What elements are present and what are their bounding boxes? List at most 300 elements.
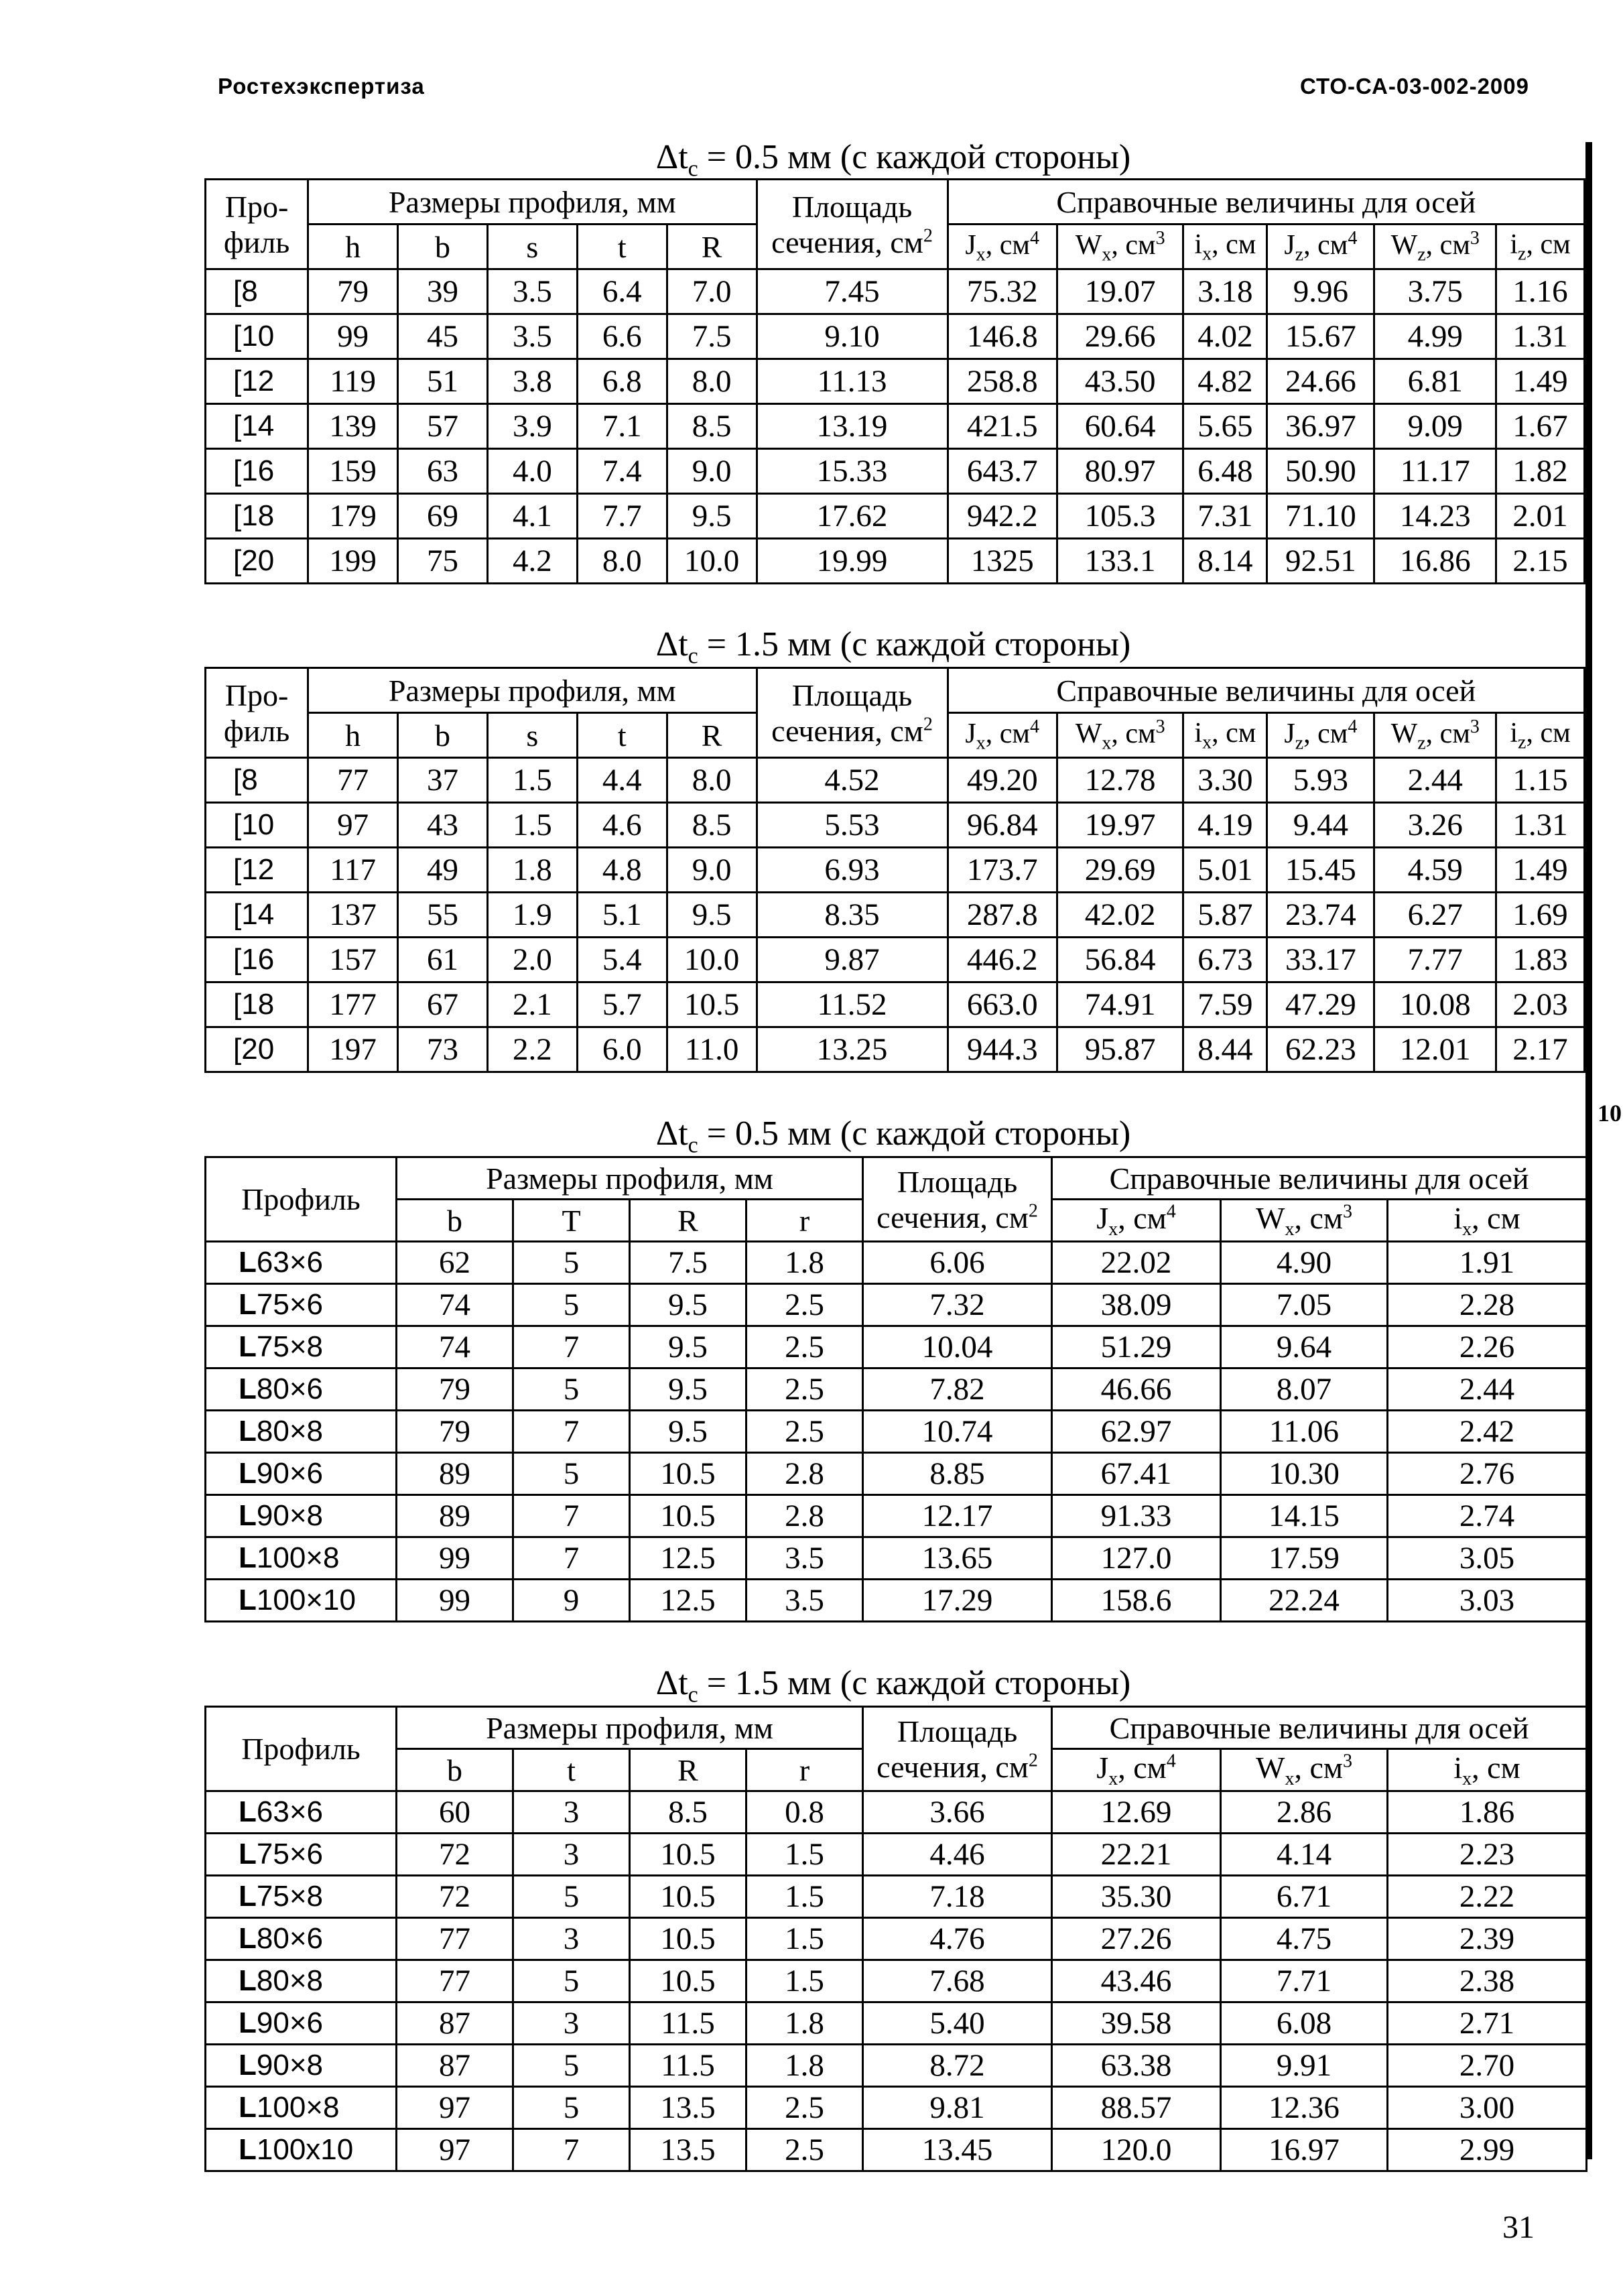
table-cell bbox=[513, 2129, 630, 2171]
cell-value: 2.5 bbox=[785, 1330, 824, 1365]
profile-name bbox=[206, 1368, 397, 1411]
table-row bbox=[206, 1453, 1587, 1495]
table-cell bbox=[397, 1411, 513, 1453]
cell-value: 1.5 bbox=[512, 808, 552, 842]
channel-symbol: [ bbox=[233, 454, 242, 487]
table-cell bbox=[1183, 938, 1267, 982]
table-cell bbox=[513, 1411, 630, 1453]
cell-value: 63 bbox=[426, 454, 458, 489]
reference-values-header bbox=[1052, 1157, 1587, 1200]
table-cell bbox=[577, 848, 667, 893]
table-row bbox=[206, 2087, 1587, 2129]
cell-value: 4.99 bbox=[1407, 319, 1463, 354]
cell-value: 36.97 bbox=[1285, 409, 1356, 444]
table-cell bbox=[630, 1495, 746, 1537]
table-cell bbox=[1496, 848, 1585, 893]
text: сечения, см bbox=[771, 713, 923, 748]
cell-value: 3.66 bbox=[929, 1795, 985, 1830]
cell-value: 5 bbox=[563, 1879, 580, 1915]
table-cell bbox=[398, 269, 488, 314]
cell-value: 2.44 bbox=[1407, 763, 1463, 798]
table-cell bbox=[1388, 1411, 1587, 1453]
cell-value: 71.10 bbox=[1285, 499, 1356, 533]
cell-value: 61 bbox=[426, 942, 458, 977]
table-cell bbox=[513, 1834, 630, 1876]
table-cell bbox=[1388, 1453, 1587, 1495]
cell-value: 17.62 bbox=[816, 499, 888, 533]
cell-value: 7.59 bbox=[1197, 987, 1253, 1022]
unit: , см bbox=[1111, 229, 1156, 261]
table-row bbox=[206, 1834, 1587, 1876]
cell-value: 2.86 bbox=[1276, 1795, 1332, 1830]
profile-name bbox=[206, 2129, 397, 2171]
cell-value: 3.5 bbox=[785, 1541, 824, 1576]
cell-value: 1.5 bbox=[785, 1921, 824, 1957]
cell-value: 258.8 bbox=[966, 364, 1038, 399]
table-cell bbox=[398, 893, 488, 938]
cell-value: 5 bbox=[563, 1456, 580, 1492]
table-cell bbox=[1374, 758, 1496, 803]
cell-value: 139 bbox=[329, 409, 377, 444]
cell-value: 4.19 bbox=[1197, 808, 1253, 842]
angle-symbol: L bbox=[239, 2091, 257, 2124]
cell-value: 179 bbox=[329, 499, 377, 533]
text: Про- bbox=[224, 678, 289, 712]
table-cell bbox=[1183, 848, 1267, 893]
cell-value: 5.7 bbox=[602, 987, 642, 1022]
cell-value: 4.52 bbox=[824, 763, 880, 798]
table-cell bbox=[746, 1918, 863, 1960]
cell-value: 51.29 bbox=[1100, 1330, 1172, 1365]
channel-symbol: [ bbox=[233, 988, 242, 1021]
table-cell bbox=[630, 2002, 746, 2045]
cell-value: 2.2 bbox=[512, 1032, 552, 1067]
area-header bbox=[863, 1157, 1052, 1242]
cell-value: 6.8 bbox=[602, 364, 642, 399]
table-cell bbox=[397, 1326, 513, 1368]
col-r-header bbox=[746, 1200, 863, 1242]
table-cell bbox=[577, 404, 667, 449]
profile-name bbox=[206, 893, 308, 938]
cell-value: 8.0 bbox=[602, 544, 642, 578]
symbol: J bbox=[1096, 1750, 1109, 1785]
text: b bbox=[434, 229, 450, 264]
cell-value: 43.46 bbox=[1100, 1964, 1172, 1999]
cell-value: 12.5 bbox=[660, 1541, 716, 1576]
cell-value: 10.5 bbox=[660, 1921, 716, 1957]
table-cell bbox=[746, 1242, 863, 1284]
table-cell bbox=[948, 848, 1057, 893]
cell-value: 13.45 bbox=[921, 2132, 993, 2168]
margin-number: 10 bbox=[1598, 1100, 1622, 1127]
table-cell bbox=[757, 803, 948, 848]
table-cell bbox=[667, 1027, 757, 1072]
text: h bbox=[345, 718, 361, 753]
table-cell bbox=[577, 449, 667, 494]
cell-value: 1.49 bbox=[1512, 364, 1568, 399]
table-cell bbox=[1221, 1791, 1388, 1834]
superscript: 4 bbox=[1029, 716, 1039, 737]
cell-value: 2.5 bbox=[785, 2132, 824, 2168]
unit: , см bbox=[1425, 229, 1470, 261]
table-row bbox=[206, 539, 1585, 584]
table-row bbox=[206, 982, 1585, 1027]
table-cell bbox=[1052, 1368, 1221, 1411]
cell-value: 9.10 bbox=[824, 319, 880, 354]
table-cell bbox=[948, 1027, 1057, 1072]
subscript: z bbox=[1518, 732, 1527, 753]
table-cell bbox=[1221, 1368, 1388, 1411]
table-cell bbox=[667, 982, 757, 1027]
table-cell bbox=[630, 1284, 746, 1326]
cell-value: 7 bbox=[563, 1330, 580, 1365]
cell-value: 0.8 bbox=[785, 1795, 824, 1830]
col-iz-header bbox=[1496, 713, 1585, 758]
table-cell bbox=[1183, 1027, 1267, 1072]
cell-value: 19.07 bbox=[1084, 274, 1156, 309]
table-cell bbox=[398, 758, 488, 803]
text: t bbox=[617, 229, 627, 264]
cell-value: 5 bbox=[563, 2048, 580, 2084]
cell-value: 158.6 bbox=[1100, 1583, 1172, 1618]
table-cell bbox=[308, 449, 398, 494]
page-number: 31 bbox=[1502, 2210, 1535, 2245]
subscript: x bbox=[1202, 732, 1212, 753]
subscript: x bbox=[1102, 732, 1112, 754]
profile-size: 80×6 bbox=[256, 1373, 323, 1406]
unit: , см bbox=[1118, 1750, 1167, 1785]
table-row bbox=[206, 1242, 1587, 1284]
unit: , см bbox=[1472, 1750, 1520, 1785]
profile-name bbox=[206, 848, 308, 893]
table-cell bbox=[1374, 404, 1496, 449]
cell-value: 5.4 bbox=[602, 942, 642, 977]
table-cell bbox=[397, 1242, 513, 1284]
table-cell bbox=[948, 449, 1057, 494]
cell-value: 4.90 bbox=[1276, 1245, 1332, 1281]
table-cell bbox=[397, 1453, 513, 1495]
table-cell bbox=[1496, 404, 1585, 449]
cell-value: 2.8 bbox=[785, 1498, 824, 1534]
table-cell bbox=[757, 1027, 948, 1072]
cell-value: 47.29 bbox=[1285, 987, 1356, 1022]
table-cell bbox=[1374, 314, 1496, 359]
table-cell bbox=[1221, 1960, 1388, 2002]
table-cell bbox=[1374, 938, 1496, 982]
profile-name bbox=[206, 2087, 397, 2129]
cell-value: 7.05 bbox=[1276, 1287, 1332, 1323]
profile-name bbox=[206, 1242, 397, 1284]
table-cell bbox=[397, 2045, 513, 2087]
col-t-header bbox=[577, 713, 667, 758]
cell-value: 7.5 bbox=[692, 319, 732, 354]
profile-size: 75×6 bbox=[256, 1838, 323, 1871]
unit: , см bbox=[985, 229, 1030, 261]
cell-value: 2.28 bbox=[1459, 1287, 1515, 1323]
profile-name bbox=[206, 1411, 397, 1453]
table-cell bbox=[1267, 494, 1374, 539]
col-b-header bbox=[397, 1749, 513, 1791]
cell-value: 3.05 bbox=[1459, 1541, 1515, 1576]
cell-value: 89 bbox=[439, 1456, 470, 1492]
cell-value: 8.5 bbox=[692, 409, 732, 444]
table-cell bbox=[757, 404, 948, 449]
table-row bbox=[206, 1411, 1587, 1453]
text: Про- bbox=[224, 189, 289, 224]
table-row bbox=[206, 1580, 1587, 1622]
cell-value: 4.6 bbox=[602, 808, 642, 842]
table-cell bbox=[397, 1876, 513, 1918]
table-cell bbox=[513, 1791, 630, 1834]
col-t-header bbox=[577, 225, 667, 269]
table-cell bbox=[1267, 359, 1374, 404]
caption-rest: = 0.5 мм (с каждой стороны) bbox=[698, 138, 1131, 176]
cell-value: 6.48 bbox=[1197, 454, 1253, 489]
profile-name bbox=[206, 2002, 397, 2045]
table-cell bbox=[746, 1453, 863, 1495]
col-jz-header bbox=[1267, 225, 1374, 269]
table-cell bbox=[398, 449, 488, 494]
angle-symbol: L bbox=[239, 1499, 257, 1533]
cell-value: 89 bbox=[439, 1498, 470, 1534]
subscript: x bbox=[1285, 1219, 1295, 1240]
text: h bbox=[345, 229, 361, 264]
table-cell bbox=[308, 404, 398, 449]
table-cell bbox=[577, 269, 667, 314]
symbol: i bbox=[1453, 1201, 1463, 1235]
text: r bbox=[799, 1203, 810, 1238]
cell-value: 10.08 bbox=[1399, 987, 1471, 1022]
table-cell bbox=[1496, 893, 1585, 938]
table-cell bbox=[1267, 803, 1374, 848]
profile-size: 100×10 bbox=[256, 1584, 356, 1617]
cell-value: 9.96 bbox=[1293, 274, 1348, 309]
table-cell bbox=[948, 982, 1057, 1027]
cell-value: 1.31 bbox=[1512, 319, 1568, 354]
profile-size: 90×6 bbox=[256, 1457, 323, 1490]
table-cell bbox=[1496, 758, 1585, 803]
col-iz-header bbox=[1496, 225, 1585, 269]
table-cell bbox=[630, 2045, 746, 2087]
table-cell bbox=[397, 1960, 513, 2002]
angle-symbol: L bbox=[239, 1457, 257, 1490]
cell-value: 137 bbox=[329, 897, 377, 932]
table-cell bbox=[630, 1918, 746, 1960]
table-cell bbox=[397, 1791, 513, 1834]
cell-value: 13.65 bbox=[921, 1541, 993, 1576]
table-row bbox=[206, 893, 1585, 938]
text: филь bbox=[223, 225, 290, 259]
table-cell bbox=[746, 1284, 863, 1326]
cell-value: 72 bbox=[439, 1879, 470, 1915]
cell-value: 10.0 bbox=[684, 544, 740, 578]
table-cell bbox=[397, 2129, 513, 2171]
cell-value: 9.87 bbox=[824, 942, 880, 977]
col-s-header bbox=[487, 225, 577, 269]
table-cell bbox=[1267, 758, 1374, 803]
table-cell bbox=[487, 758, 577, 803]
cell-value: 7.18 bbox=[929, 1879, 985, 1915]
profile-number: 20 bbox=[241, 544, 275, 577]
table-cell bbox=[398, 982, 488, 1027]
table-cell bbox=[397, 1918, 513, 1960]
profile-size: 80×6 bbox=[256, 1922, 323, 1956]
table-row bbox=[206, 2129, 1587, 2171]
cell-value: 3.75 bbox=[1407, 274, 1463, 309]
table-cell bbox=[1183, 314, 1267, 359]
table-cell bbox=[1221, 2129, 1388, 2171]
col-s-header bbox=[487, 713, 577, 758]
table-cell bbox=[667, 758, 757, 803]
cell-value: 10.5 bbox=[684, 987, 740, 1022]
symbol: W bbox=[1256, 1201, 1285, 1235]
cell-value: 49.20 bbox=[966, 763, 1038, 798]
profile-number: 12 bbox=[241, 365, 275, 397]
cell-value: 3.26 bbox=[1407, 808, 1463, 842]
cell-value: 3.5 bbox=[512, 319, 552, 354]
col-wx-header bbox=[1221, 1749, 1388, 1791]
table-cell bbox=[948, 404, 1057, 449]
table-cell bbox=[746, 2045, 863, 2087]
cell-value: 63.38 bbox=[1100, 2048, 1172, 2084]
cell-value: 5 bbox=[563, 1245, 580, 1281]
table-cell bbox=[1388, 1580, 1587, 1622]
table-cell bbox=[1388, 1791, 1587, 1834]
table-cell bbox=[1388, 1918, 1587, 1960]
cell-value: 4.02 bbox=[1197, 319, 1253, 354]
table-cell bbox=[630, 1326, 746, 1368]
table-cell bbox=[513, 2002, 630, 2045]
profile-number: 18 bbox=[241, 499, 275, 532]
cell-value: 1.8 bbox=[512, 852, 552, 887]
profile-size: 63×6 bbox=[256, 1795, 323, 1829]
table-cell bbox=[1221, 1876, 1388, 1918]
cell-value: 33.17 bbox=[1285, 942, 1356, 977]
text: R bbox=[677, 1752, 698, 1787]
cell-value: 9.64 bbox=[1276, 1330, 1332, 1365]
table-cell bbox=[398, 314, 488, 359]
table-cell bbox=[630, 1834, 746, 1876]
caption-sub: c bbox=[688, 1682, 698, 1708]
table-row bbox=[206, 758, 1585, 803]
text: филь bbox=[223, 713, 290, 748]
table-cell bbox=[1057, 758, 1183, 803]
table-cell bbox=[308, 803, 398, 848]
table-cell bbox=[487, 314, 577, 359]
table-cell bbox=[1388, 2045, 1587, 2087]
table-cell bbox=[1221, 1495, 1388, 1537]
table-cell bbox=[487, 359, 577, 404]
cell-value: 50.90 bbox=[1285, 454, 1356, 489]
profile-header bbox=[206, 180, 308, 269]
profile-size: 80×8 bbox=[256, 1415, 323, 1448]
cell-value: 2.44 bbox=[1459, 1372, 1515, 1407]
cell-value: 15.67 bbox=[1285, 319, 1356, 354]
cell-value: 4.59 bbox=[1407, 852, 1463, 887]
cell-value: 5.40 bbox=[929, 2006, 985, 2041]
col-R-header bbox=[667, 225, 757, 269]
col-jx-header bbox=[1052, 1749, 1221, 1791]
cell-value: 10.74 bbox=[921, 1414, 993, 1450]
superscript: 4 bbox=[1166, 1201, 1176, 1222]
cell-value: 133.1 bbox=[1084, 544, 1156, 578]
table-cell bbox=[630, 1580, 746, 1622]
table-cell bbox=[757, 758, 948, 803]
table-cell bbox=[397, 2087, 513, 2129]
cell-value: 6.06 bbox=[929, 1245, 985, 1281]
table-cell bbox=[513, 1453, 630, 1495]
subscript: x bbox=[1102, 244, 1112, 265]
channel-symbol: [ bbox=[233, 853, 242, 886]
table-cell bbox=[1057, 494, 1183, 539]
table-cell bbox=[513, 1242, 630, 1284]
superscript: 3 bbox=[1155, 227, 1165, 249]
cell-value: 77 bbox=[337, 763, 369, 798]
cell-value: 79 bbox=[439, 1372, 470, 1407]
table-cell bbox=[513, 1495, 630, 1537]
col-ix-header bbox=[1388, 1749, 1587, 1791]
col-h-header bbox=[308, 713, 398, 758]
table-cell bbox=[1388, 2129, 1587, 2171]
caption-delta: Δt bbox=[655, 1664, 688, 1702]
table-cell bbox=[487, 269, 577, 314]
table-cell bbox=[1267, 893, 1374, 938]
table-cell bbox=[487, 848, 577, 893]
cell-value: 4.75 bbox=[1276, 1921, 1332, 1957]
cell-value: 60 bbox=[439, 1795, 470, 1830]
dimensions-header bbox=[308, 180, 757, 225]
cell-value: 9.5 bbox=[668, 1287, 708, 1323]
symbol: i bbox=[1453, 1750, 1463, 1785]
cell-value: 199 bbox=[329, 544, 377, 578]
cell-value: 2.71 bbox=[1459, 2006, 1515, 2041]
channel-symbol: [ bbox=[233, 808, 242, 841]
table-cell bbox=[1183, 494, 1267, 539]
profile-number: 16 bbox=[241, 943, 275, 976]
table-cell bbox=[487, 404, 577, 449]
profile-name bbox=[206, 1918, 397, 1960]
cell-value: 2.76 bbox=[1459, 1456, 1515, 1492]
cell-value: 8.07 bbox=[1276, 1372, 1332, 1407]
cell-value: 11.06 bbox=[1269, 1414, 1340, 1450]
cell-value: 1.5 bbox=[785, 1837, 824, 1872]
angle-symbol: L bbox=[239, 1415, 257, 1448]
table-cell bbox=[1267, 539, 1374, 584]
col-wx-header bbox=[1057, 225, 1183, 269]
table-cell bbox=[308, 539, 398, 584]
unit: , см bbox=[1294, 1201, 1343, 1235]
table-row bbox=[206, 1876, 1587, 1918]
profile-name bbox=[206, 449, 308, 494]
subscript: z bbox=[1417, 732, 1426, 754]
table-cell bbox=[1221, 1834, 1388, 1876]
cell-value: 62.23 bbox=[1285, 1032, 1356, 1067]
cell-value: 2.23 bbox=[1459, 1837, 1515, 1872]
cell-value: 43 bbox=[426, 808, 458, 842]
cell-value: 7.71 bbox=[1276, 1964, 1332, 1999]
table-cell bbox=[1221, 1284, 1388, 1326]
table-row bbox=[206, 1918, 1587, 1960]
cell-value: 663.0 bbox=[966, 987, 1038, 1022]
table-cell bbox=[863, 2045, 1052, 2087]
cell-value: 1.49 bbox=[1512, 852, 1568, 887]
table-cell bbox=[1052, 1453, 1221, 1495]
table-cell bbox=[1057, 893, 1183, 938]
col-b-header bbox=[397, 1200, 513, 1242]
table-cell bbox=[1052, 1876, 1221, 1918]
cell-value: 15.33 bbox=[816, 454, 888, 489]
table-row bbox=[206, 1027, 1585, 1072]
